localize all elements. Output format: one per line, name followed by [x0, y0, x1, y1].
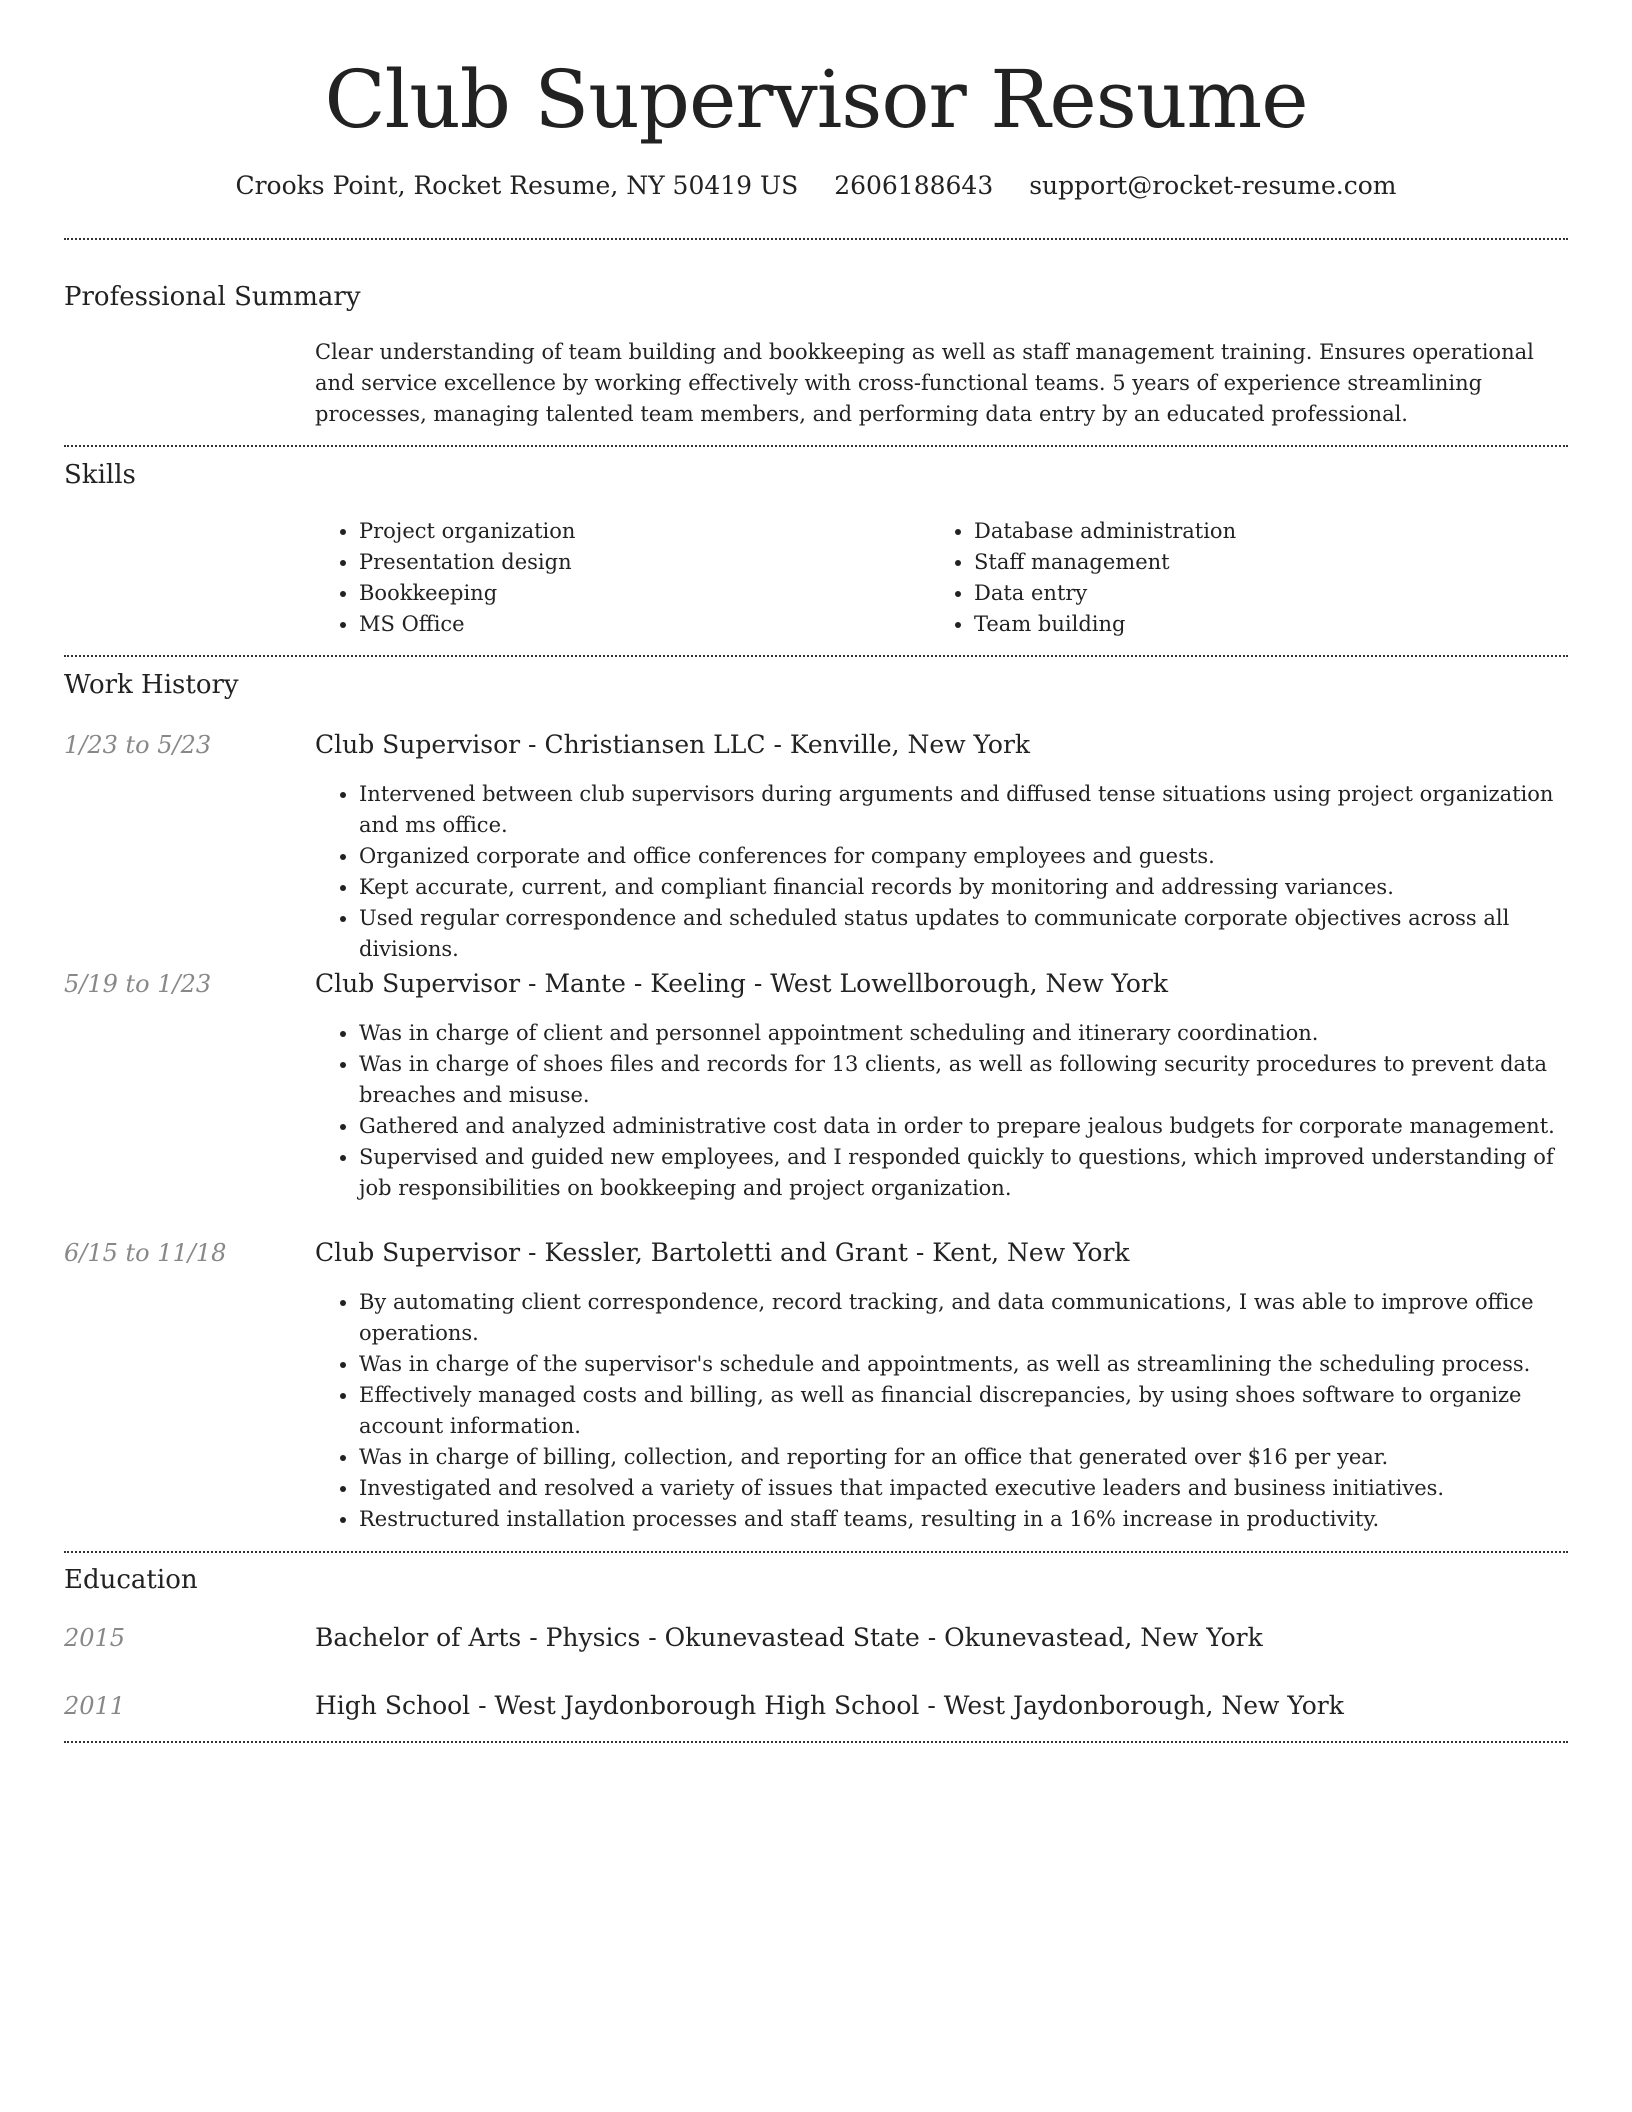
job-bullet: • Used regular correspondence and scheduled status updates to communicate corporate objectives across all divisions. — [359, 903, 1570, 965]
job-bullet: • By automating client correspondence, record tracking, and data communications, I was able to improve office operations. — [359, 1287, 1570, 1349]
job-bullet: • Restructured installation processes and staff teams, resulting in a 16% increase in productivity. — [359, 1504, 1570, 1535]
job-bullet: • Effectively managed costs and billing, as well as financial discrepancies, by using shoes software to organize account information. — [359, 1380, 1570, 1442]
job-dates: 5/19 to 1/23 — [64, 970, 212, 998]
job-bullet: • Kept accurate, current, and compliant financial records by monitoring and addressing variances. — [359, 872, 1570, 903]
job-dates: 6/15 to 11/18 — [64, 1239, 227, 1267]
skill-item: • MS Office — [359, 609, 875, 640]
section-heading-work: Work History — [64, 670, 239, 700]
job-bullet: • Was in charge of shoes files and records for 13 clients, as well as following security procedures to prevent data breaches and misuse. — [359, 1049, 1570, 1111]
skill-item: • Presentation design — [359, 547, 875, 578]
divider — [64, 1551, 1568, 1553]
skill-item: • Team building — [974, 609, 1490, 640]
job-bullet: • Investigated and resolved a variety of issues that impacted executive leaders and business initiatives. — [359, 1473, 1570, 1504]
skill-item: • Project organization — [359, 516, 875, 547]
job-bullets — [315, 779, 1570, 965]
contact-address: Crooks Point, Rocket Resume, NY 50419 US — [235, 171, 799, 200]
skills-list-left — [315, 516, 875, 640]
job-bullet: • Supervised and guided new employees, and I responded quickly to questions, which improved understanding of job responsibilities on bookkeeping and project organization. — [359, 1142, 1570, 1204]
job-bullet: • Organized corporate and office conferences for company employees and guests. — [359, 841, 1570, 872]
divider — [64, 238, 1568, 240]
skill-item: • Data entry — [974, 578, 1490, 609]
job-title: Club Supervisor - Mante - Keeling - West Lowellborough, New York — [315, 969, 1169, 998]
education-year: 2011 — [64, 1692, 126, 1720]
job-title: Club Supervisor - Christiansen LLC - Kenville, New York — [315, 730, 1031, 759]
summary-text: Clear understanding of team building and bookkeeping as well as staff management training. Ensures operational and service excellence by working effectively with cross-functional teams. 5 years of experience streamlining processes, managing talented team members, and performing data entry by an educated professional. — [315, 340, 1534, 426]
education-degree: Bachelor of Arts - Physics - Okunevastead State - Okunevastead, New York — [315, 1623, 1263, 1652]
job-bullet: • Was in charge of billing, collection, and reporting for an office that generated over $16 per year. — [359, 1442, 1570, 1473]
education-degree: High School - West Jaydonborough High School - West Jaydonborough, New York — [315, 1691, 1344, 1720]
job-bullet: • Was in charge of the supervisor's schedule and appointments, as well as streamlining the scheduling process. — [359, 1349, 1570, 1380]
section-heading-skills: Skills — [64, 460, 136, 490]
job-bullets — [315, 1018, 1570, 1204]
divider — [64, 445, 1568, 447]
contact-line — [0, 170, 1632, 202]
skills-list-right — [930, 516, 1490, 640]
skill-item: • Database administration — [974, 516, 1490, 547]
skill-item: • Bookkeeping — [359, 578, 875, 609]
job-bullet: • Gathered and analyzed administrative cost data in order to prepare jealous budgets for corporate management. — [359, 1111, 1570, 1142]
contact-phone: 2606188643 — [834, 171, 994, 200]
contact-email: support@rocket-resume.com — [1029, 171, 1397, 200]
job-bullet: • Was in charge of client and personnel appointment scheduling and itinerary coordination. — [359, 1018, 1570, 1049]
divider — [64, 1741, 1568, 1743]
divider — [64, 655, 1568, 657]
section-heading-education: Education — [64, 1565, 198, 1595]
section-heading-summary: Professional Summary — [64, 282, 361, 312]
job-bullet: • Intervened between club supervisors during arguments and diffused tense situations using project organization and ms office. — [359, 779, 1570, 841]
job-bullets — [315, 1287, 1570, 1535]
skill-item: • Staff management — [974, 547, 1490, 578]
job-dates: 1/23 to 5/23 — [64, 731, 212, 759]
resume-title: Club Supervisor Resume — [324, 53, 1308, 146]
education-year: 2015 — [64, 1624, 126, 1652]
job-title: Club Supervisor - Kessler, Bartoletti and Grant - Kent, New York — [315, 1238, 1130, 1267]
